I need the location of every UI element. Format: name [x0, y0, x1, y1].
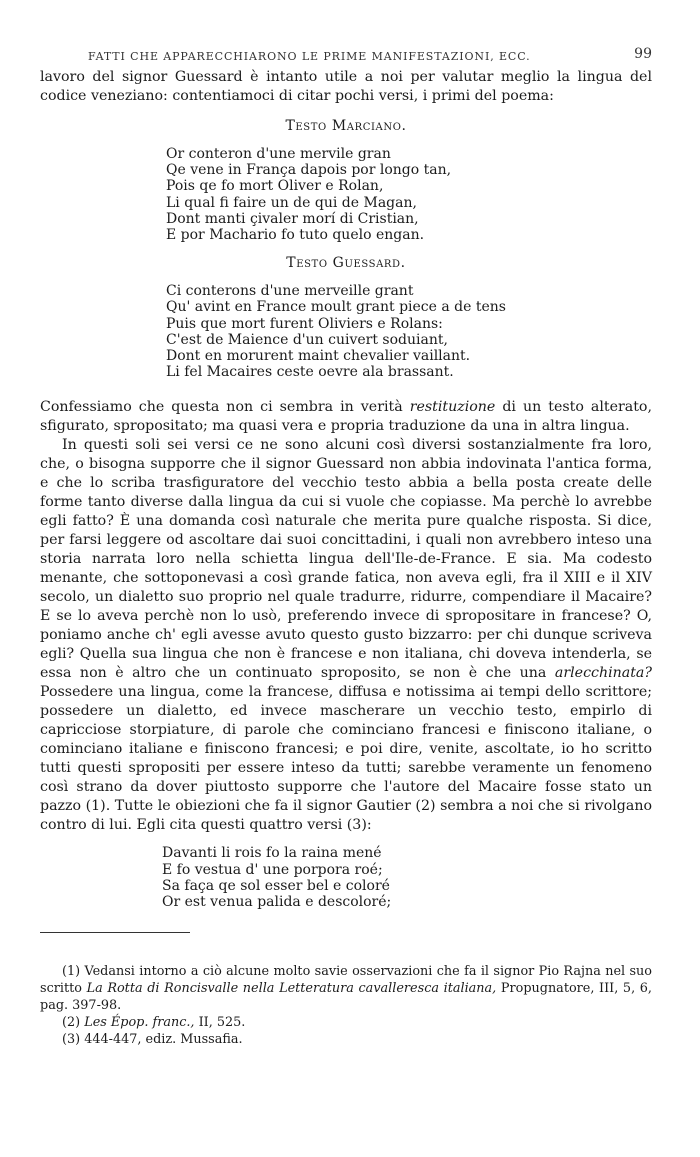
paragraph-text: Possedere una lingua, come la francese, diffusa e notissima ai tempi dello scrittore; possedere un dialetto, ed invece mascherare un vecchio testo, empirlo di capricciose storpiature, di parole che cominciano francesi e finiscono italiane, o cominciano italiane e finiscono francesi; e poi dire, venite, ascoltate, io ho scritto tutti questi spropositi per essere inteso da tutti; sarebbe veramente un fenomeno così strano da dover piuttosto supporre che l'autore del Macaire fosse stato un pazzo (1). Tutte le obiezioni che fa il signor Gautier (2) sembra a noi che si rivolgano contro di lui. Egli cita questi quattro versi (3): — [40, 684, 652, 834]
footnote-2 — [40, 1014, 652, 1031]
verse-line: E por Machario fo tuto quelo engan. — [166, 227, 425, 244]
verse-line: Dont manti çivaler morí di Cristian, — [166, 210, 419, 227]
footnote-3: (3) 444-447, ediz. Mussafia. — [62, 1032, 243, 1048]
book-page — [40, 46, 652, 1048]
footnote-divider — [40, 932, 190, 933]
page-header — [40, 46, 652, 66]
emphasis-text: Les Épop. franc., — [84, 1015, 195, 1031]
verse-line: Qu' avint en France moult grant piece a de tens — [166, 299, 506, 316]
section-title-testo-marciano: Testo Marciano. — [285, 118, 407, 134]
verse-line: Li fel Macaires ceste oevre ala brassant. — [166, 364, 454, 381]
emphasis-text: La Rotta di Roncisvalle nella Letteratura cavalleresca italiana, — [86, 981, 497, 997]
verse-line: Dont en morurent maint chevalier vaillant. — [166, 348, 471, 365]
verse-line: Puis que mort furent Oliviers e Rolans: — [166, 315, 443, 332]
paragraph-text: di un testo alterato, sfigurato, spropositato; ma quasi vera e propria traduzione da una in altra lingua. — [40, 399, 652, 435]
verse-line: Li qual fi faire un de qui de Magan, — [166, 194, 417, 211]
emphasis-text: restituzione — [409, 399, 496, 416]
verse-line: Or conteron d'une mervile gran — [166, 146, 391, 162]
running-title: FATTI CHE APPARECCHIARONO LE PRIME MANIFESTAZIONI, ECC. — [88, 50, 531, 63]
footnote-text: Propugnatore, III, 5, 6, pag. 397-98. — [40, 981, 652, 1014]
footnote-text: (1) Vedansi intorno a ciò alcune molto savie osservazioni che fa il signor Pio Rajna nel suo scritto — [40, 964, 652, 997]
verse-line: Pois qe fo mort Oliver e Rolan, — [166, 178, 384, 195]
paragraph-text: In questi soli sei versi ce ne sono alcuni così diversi sostanzialmente fra loro, che, o bisogna supporre che il signor Guessard non abbia indovinata l'antica forma, e che lo scriba trasfiguratore del vecchio testo abbia a bella posta create delle forme tanto diverse dalla lingua da cui si vuole che copiasse. Ma perchè lo avrebbe egli fatto? È una domanda così naturale che merita pure qualche risposta. Si dice, per farsi leggere od ascoltare dai suoi concittadini, i quali non avrebbero inteso una storia narrata loro nella schietta lingua dell'Ile-de-France. E sia. Ma codesto menante, che sottoponevasi a così grande fatica, non aveva egli, fra il XIII e il XIV secolo, un dialetto suo proprio nel quale tradurre, ridurre, compendiare il Macaire? E se lo aveva perchè non lo usò, preferendo invece di spropositare in francese? O, poniamo anche ch' egli avesse avuto questo gusto bizzarro: per chi dunque scriveva egli? Quella sua lingua che non è francese e non italiana, chi doveva intenderla, se essa non è altro che un continuato sproposito, se non è che una — [40, 437, 652, 682]
verse-line: Ci conterons d'une merveille grant — [166, 283, 414, 300]
footnotes — [40, 963, 652, 1048]
section-title-testo-guessard: Testo Guessard. — [286, 255, 406, 272]
verse-block-guessard — [166, 283, 652, 380]
page-number: 99 — [634, 46, 652, 62]
verse-line: Or est venua palida e descoloré; — [162, 894, 392, 911]
verse-line: Qe vene in França dapois por longo tan, — [166, 162, 452, 179]
verse-block-marciano — [166, 146, 652, 243]
footnote-text: (2) — [62, 1015, 85, 1031]
paragraph-text: Confessiamo che questa non ci sembra in verità — [40, 399, 410, 416]
verse-line: E fo vestua d' une porpora roé; — [162, 861, 383, 878]
paragraph-confessiamo — [40, 398, 652, 436]
footnote-text: II, 525. — [194, 1015, 246, 1031]
verse-block-quotation — [162, 845, 652, 910]
intro-paragraph: lavoro del signor Guessard è intanto utile a noi per valutar meglio la lingua del codice veneziano: contentiamoci di citar pochi versi, i primi del poema: — [40, 69, 652, 104]
paragraph-in-questi — [40, 436, 652, 835]
verse-line: Sa faça qe sol esser bel e coloré — [162, 877, 390, 894]
verse-line: C'est de Maience d'un cuivert soduiant, — [166, 331, 448, 348]
emphasis-text: arlecchinata? — [554, 665, 652, 682]
footnote-1 — [40, 963, 652, 1014]
verse-line: Davanti li rois fo la raina mené — [162, 845, 382, 862]
